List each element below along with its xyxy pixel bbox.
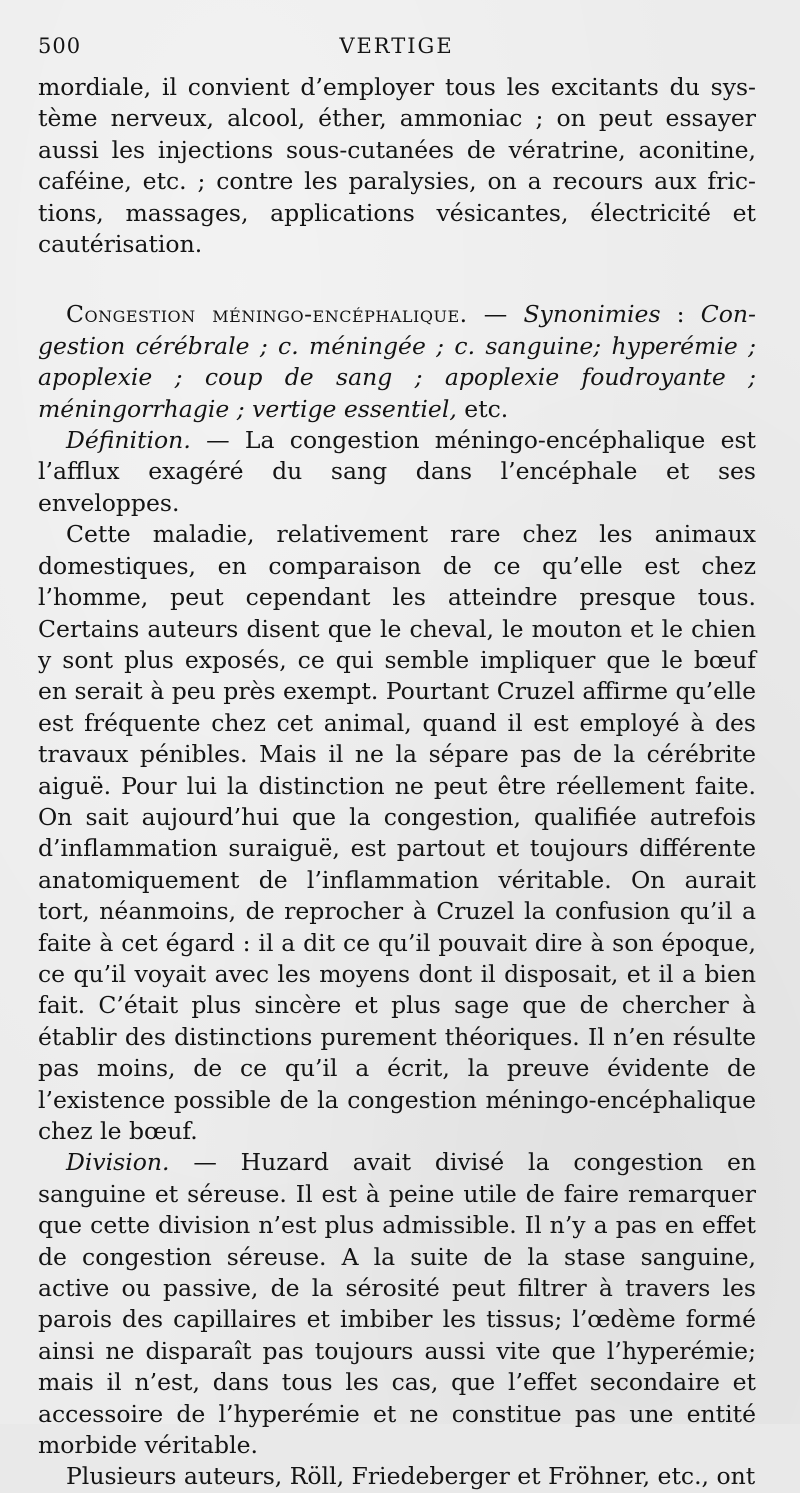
synonyms-colon: :: [660, 300, 701, 329]
page-number: 500: [38, 34, 82, 58]
division-label: Division.: [66, 1148, 170, 1177]
synonyms-label: Synonimies: [523, 300, 661, 329]
section-heading-congestion: Congestion méningo-encéphalique.: [66, 300, 468, 329]
synonyms-etc: etc.: [456, 394, 509, 423]
synonyms-list: Congestion cérébrale ; c. méningée ; c. sanguine; hyperémie ; apoplexie ; coup de sang ; apoplexie foudroyante ; méningorrhagie ; vertige essentiel,: [38, 300, 756, 423]
running-head: [38, 34, 755, 60]
running-title: VERTIGE: [339, 34, 454, 58]
paragraph-authors: Plusieurs auteurs, Röll, Friedeberger et Fröhner, etc., ont: [66, 1462, 756, 1491]
division-text: — Huzard avait divisé la congestion en sanguine et séreuse. Il est à peine utile de faire remarquer que cette division n’est plus admissible. Il n’y a pas en effet de congestion séreuse. A la suite de la stase sanguine, active ou passive, de la sérosité peut filtrer à travers les parois des capillaires et imbiber les tissus; l’œdème formé ainsi ne disparaît pas toujours aussi vite que l’hyperémie; mais il n’est, dans tous les cas, que l’effet secondaire et accessoire de l’hyperémie et ne constitue pas une entité morbide véritable.: [38, 1148, 756, 1460]
paragraph-division: [38, 1147, 756, 1461]
paragraph-treatment-continued: mordiale, il convient d’employer tous les excitants du système nerveux, alcool, éther, ammoniac ; on peut essayer aussi les injections sous-cutanées de vératrine, aconitine, caféine, etc. ; contre les paralysies, on a recours aux frictions, massages, applications vésicantes, électricité et cautérisation.: [38, 73, 756, 259]
body-text: [38, 72, 756, 1493]
paragraph-congestion-synonyms: [38, 299, 756, 425]
heading-dash: —: [467, 300, 524, 329]
definition-text: — La congestion méningo-encéphalique est l’afflux exagéré du sang dans l’encéphale et ses enveloppes.: [38, 426, 756, 517]
paragraph-disease-frequency: Cette maladie, relativement rare chez les animaux domestiques, en comparaison de ce qu’elle est chez l’homme, peut cependant les atteindre presque tous. Certains auteurs disent que le cheval, le mouton et le chien y sont plus exposés, ce qui semble impliquer que le bœuf en serait à peu près exempt. Pourtant Cruzel affirme qu’elle est fréquente chez cet animal, quand il est employé à des travaux pénibles. Mais il ne la sépare pas de la cérébrite aiguë. Pour lui la distinction ne peut être réellement faite. On sait aujourd’hui que la congestion, qualifiée autrefois d’inflammation suraiguë, est partout et toujours différente anatomiquement de l’inflammation véritable. On aurait tort, néanmoins, de reprocher à Cruzel la confusion qu’il a faite à cet égard : il a dit ce qu’il pouvait dire à son époque, ce qu’il voyait avec les moyens dont il disposait, et il a bien fait. C’était plus sincère et plus sage que de chercher à établir des distinctions purement théoriques. Il n’en résulte pas moins, de ce qu’il a écrit, la preuve évidente de l’existence possible de la congestion méningo-encéphalique chez le bœuf.: [38, 520, 756, 1145]
paragraph-definition: [38, 425, 756, 519]
definition-label: Définition.: [66, 426, 191, 455]
